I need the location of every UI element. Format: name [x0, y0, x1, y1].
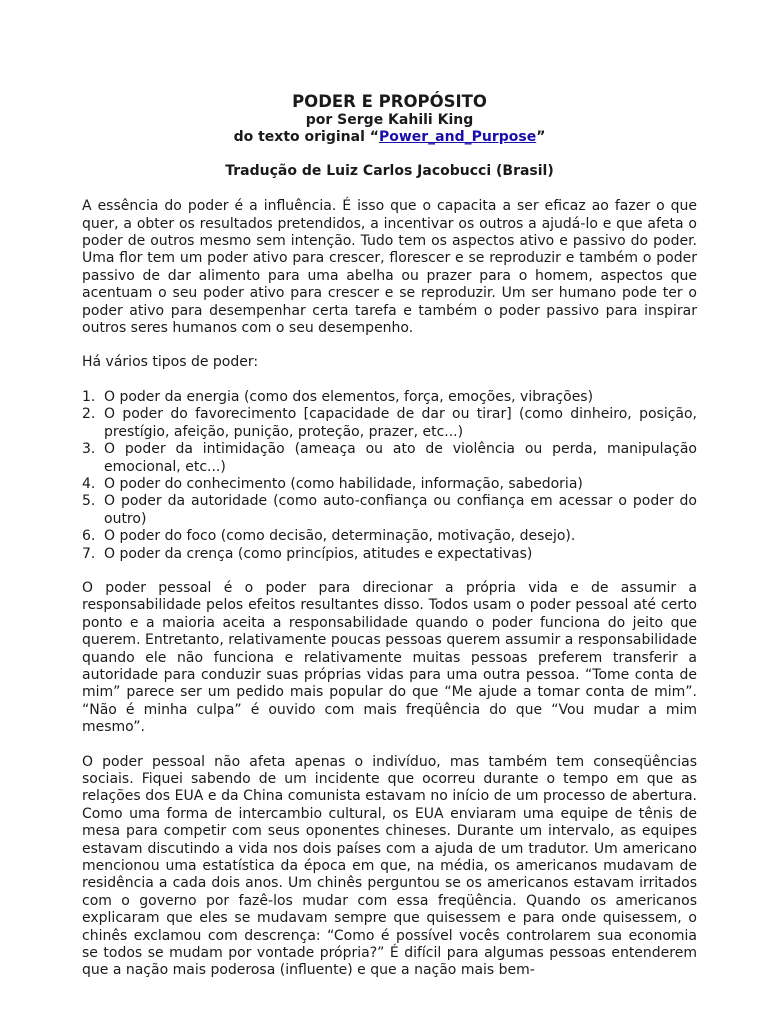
paragraph-types-heading: Há vários tipos de poder:: [82, 354, 259, 371]
list-text: O poder da autoridade (como auto-confiança ou confiança em acessar o poder do outro): [104, 493, 697, 527]
paragraph-social-consequences: O poder pessoal não afeta apenas o indivíduo, mas também tem conseqüências sociais. Fiquei sabendo de um incidente que ocorreu durante o tempo em que as relações dos EUA e da China comunista estavam no início de um processo de abertura. Como uma forma de intercambio cultural, os EUA enviaram uma equipe de tênis de mesa para competir com seus oponentes chineses. Durante um intervalo, as equipes estavam discutindo a vida nos dois países com a ajuda de um tradutor. Um americano mencionou uma estatística da época em que, na média, os americanos mudavam de residência a cada dois anos. Um chinês perguntou se os americanos estavam irritados com o governo por fazê-los mudar com essa freqüência. Quando os americanos explicaram que eles se mudavam sempre que quisessem e para onde quisessem, o chinês exclamou com descrença: “Como é possível vocês controlarem sua economia se todos se mudam por vontade própria?” É difícil para algumas pessoas entenderem que a nação mais poderosa (influente) e que a nação mais bem-: [82, 753, 697, 979]
list-text: O poder do conhecimento (como habilidade, informação, sabedoria): [104, 475, 583, 492]
list-number: 2.: [82, 406, 96, 423]
list-item: [82, 476, 697, 493]
list-text: O poder da crença (como princípios, atitudes e expectativas): [104, 545, 533, 562]
translation-line: Tradução de Luiz Carlos Jacobucci (Brasil): [225, 162, 554, 179]
list-text: O poder da energia (como dos elementos, força, emoções, vibrações): [104, 388, 594, 405]
list-item: [82, 441, 697, 476]
paragraph-personal-power: O poder pessoal é o poder para direcionar a própria vida e de assumir a responsabilidade pelos efeitos resultantes disso. Todos usam o poder pessoal até certo ponto e a maioria aceita a responsabilidade quando o poder funciona do jeito que querem. Entretanto, relativamente poucas pessoas querem assumir a responsabilidade quando ele não funciona e relativamente muitas pessoas preferem transferir a autoridade para conduzir suas próprias vidas para uma outra pessoa. “Tome conta de mim” parece ser um pedido mais popular do que “Me ajude a tomar conta de mim”. “Não é minha culpa” é ouvido com mais freqüência do que “Vou mudar a mim mesmo”.: [82, 579, 697, 736]
list-item: [82, 389, 697, 406]
author-line: por Serge Kahili King: [305, 112, 474, 128]
list-number: 1.: [82, 388, 96, 405]
list-item: [82, 493, 697, 528]
list-item: [82, 406, 697, 441]
list-number: 7.: [82, 545, 96, 562]
list-text: O poder do favorecimento [capacidade de dar ou tirar] (como dinheiro, posição, prestígio, afeição, punição, proteção, prazer, etc...): [104, 406, 697, 440]
original-suffix: ”: [536, 129, 546, 146]
original-text-link[interactable]: Power_and_Purpose: [378, 129, 537, 146]
document-title: PODER E PROPÓSITO: [292, 92, 487, 111]
list-number: 3.: [82, 441, 96, 458]
power-types-list: [82, 389, 697, 563]
list-item: [82, 546, 697, 563]
list-number: 6.: [82, 528, 96, 545]
list-number: 4.: [82, 475, 96, 492]
list-text: O poder do foco (como decisão, determinação, motivação, desejo).: [104, 528, 576, 545]
list-item: [82, 528, 697, 545]
document-page: [82, 92, 697, 980]
list-text: O poder da intimidação (ameaça ou ato de violência ou perda, manipulação emocional, etc...): [104, 441, 697, 475]
original-prefix: do texto original “: [233, 129, 379, 146]
list-number: 5.: [82, 493, 96, 510]
original-text-line: [82, 129, 697, 146]
paragraph-intro: A essência do poder é a influência. É isso que o capacita a ser eficaz ao fazer o que quer, a obter os resultados pretendidos, a incentivar os outros a ajudá-lo e que afeta o poder de outros mesmo sem intenção. Tudo tem os aspectos ativo e passivo do poder. Uma flor tem um poder ativo para crescer, florescer e se reproduzir e também o poder passivo de dar alimento para uma abelha ou prazer para o homem, aspectos que acentuam o seu poder ativo para crescer e se reproduzir. Um ser humano pode ter o poder ativo para desempenhar certa tarefa e também o poder passivo para inspirar outros seres humanos com o seu desempenho.: [82, 198, 697, 337]
